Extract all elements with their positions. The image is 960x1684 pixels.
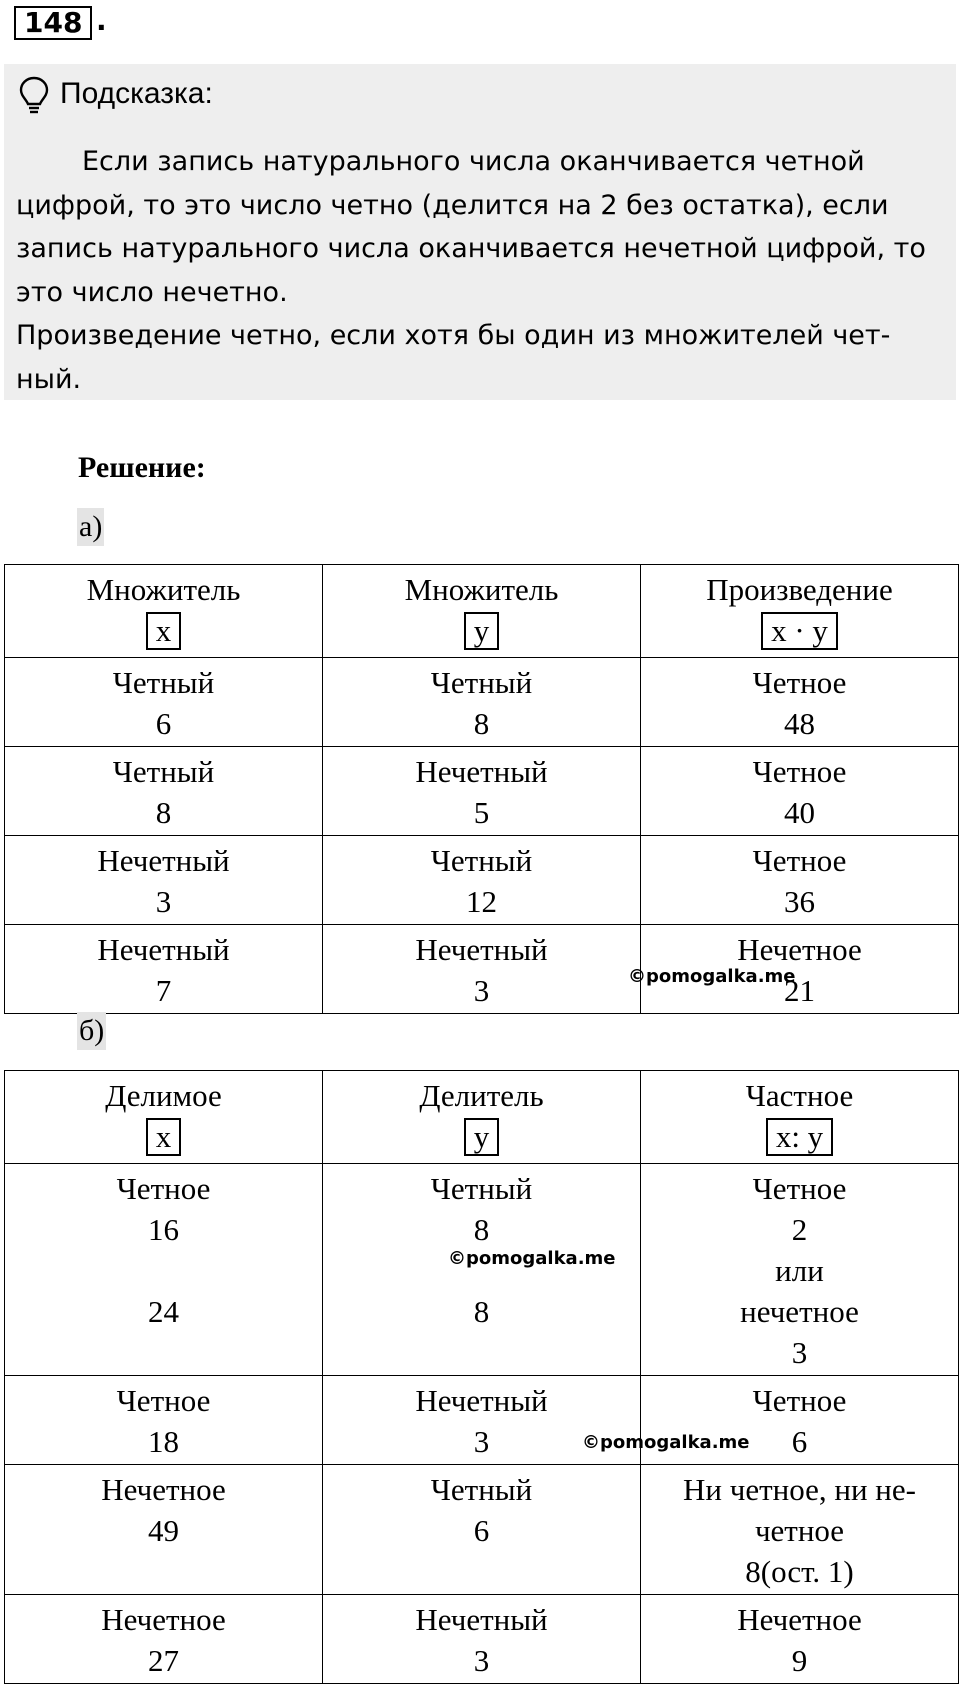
table-cell: Четный 12 <box>323 836 641 925</box>
division-table <box>4 1070 959 1684</box>
hint-text <box>16 140 946 401</box>
multiplication-table <box>4 564 959 1014</box>
table-cell: Четное 36 <box>641 836 959 925</box>
table-cell: Четное 48 <box>641 658 959 747</box>
table-cell: Четное 18 <box>5 1376 323 1465</box>
header-cell: Множитель y <box>323 565 641 658</box>
variable-box: x <box>146 1118 182 1156</box>
table-row <box>5 658 959 747</box>
solution-label: Решение: <box>78 451 206 484</box>
table-cell: Четное 2 или нечетное 3 <box>641 1164 959 1376</box>
table-row <box>5 1164 959 1376</box>
table-cell: Нечетное 9 <box>641 1595 959 1684</box>
task-number: 148 <box>14 6 92 40</box>
table-cell: Четное 6 <box>641 1376 959 1465</box>
watermark: ©pomogalka.me <box>582 1432 750 1453</box>
hint-paragraph-2: Произведение четно, если хотя бы один из множителей чет-ный. <box>16 320 891 395</box>
hint-title: Подсказка: <box>60 77 213 110</box>
header-cell: Частное x: y <box>641 1071 959 1164</box>
watermark: ©pomogalka.me <box>628 966 796 987</box>
table-cell: Ни четное, ни не- четное 8(ост. 1) <box>641 1465 959 1595</box>
table-row <box>5 1376 959 1465</box>
table-cell: Нечетное 27 <box>5 1595 323 1684</box>
table-cell: Четное 40 <box>641 747 959 836</box>
table-cell: Нечетный 3 <box>323 1595 641 1684</box>
table-cell: Нечетный 3 <box>323 925 641 1014</box>
table-row <box>5 1465 959 1595</box>
table-header-row <box>5 565 959 658</box>
table-cell: Четный 8 <box>323 658 641 747</box>
hint-paragraph-1: Если запись натурального числа оканчивается четной цифрой, то это число четно (делится на 2 без остатка), если запись натурального числа оканчивается нечетной цифрой, то это число нечетно. <box>16 146 926 308</box>
part-b-label: б) <box>77 1012 106 1050</box>
variable-box: y <box>464 1118 500 1156</box>
table-cell: Нечетное 21 <box>641 925 959 1014</box>
variable-box: x <box>146 612 182 650</box>
part-a-label: а) <box>77 508 104 546</box>
table-cell: Нечетный 3 <box>323 1376 641 1465</box>
table-header-row <box>5 1071 959 1164</box>
table-cell: Четный 6 <box>5 658 323 747</box>
variable-box: x: y <box>766 1118 833 1156</box>
table-row <box>5 747 959 836</box>
header-cell: Произведение x · y <box>641 565 959 658</box>
header-cell: Делитель y <box>323 1071 641 1164</box>
table-cell: Нечетный 5 <box>323 747 641 836</box>
table-cell: Четный 8 <box>5 747 323 836</box>
lightbulb-icon <box>18 76 50 116</box>
table-cell: Четный 6 <box>323 1465 641 1595</box>
table-cell: Нечетный 3 <box>5 836 323 925</box>
task-number-dot: . <box>96 4 107 37</box>
table-cell: Четное 16 24 <box>5 1164 323 1376</box>
table-cell: Четный 8 8 <box>323 1164 641 1376</box>
header-cell: Множитель x <box>5 565 323 658</box>
table-cell: Нечетное 49 <box>5 1465 323 1595</box>
variable-box: y <box>464 612 500 650</box>
watermark: ©pomogalka.me <box>448 1248 616 1269</box>
table-row <box>5 836 959 925</box>
header-cell: Делимое x <box>5 1071 323 1164</box>
table-cell: Нечетный 7 <box>5 925 323 1014</box>
table-row <box>5 1595 959 1684</box>
table-row <box>5 925 959 1014</box>
variable-box: x · y <box>761 612 838 650</box>
